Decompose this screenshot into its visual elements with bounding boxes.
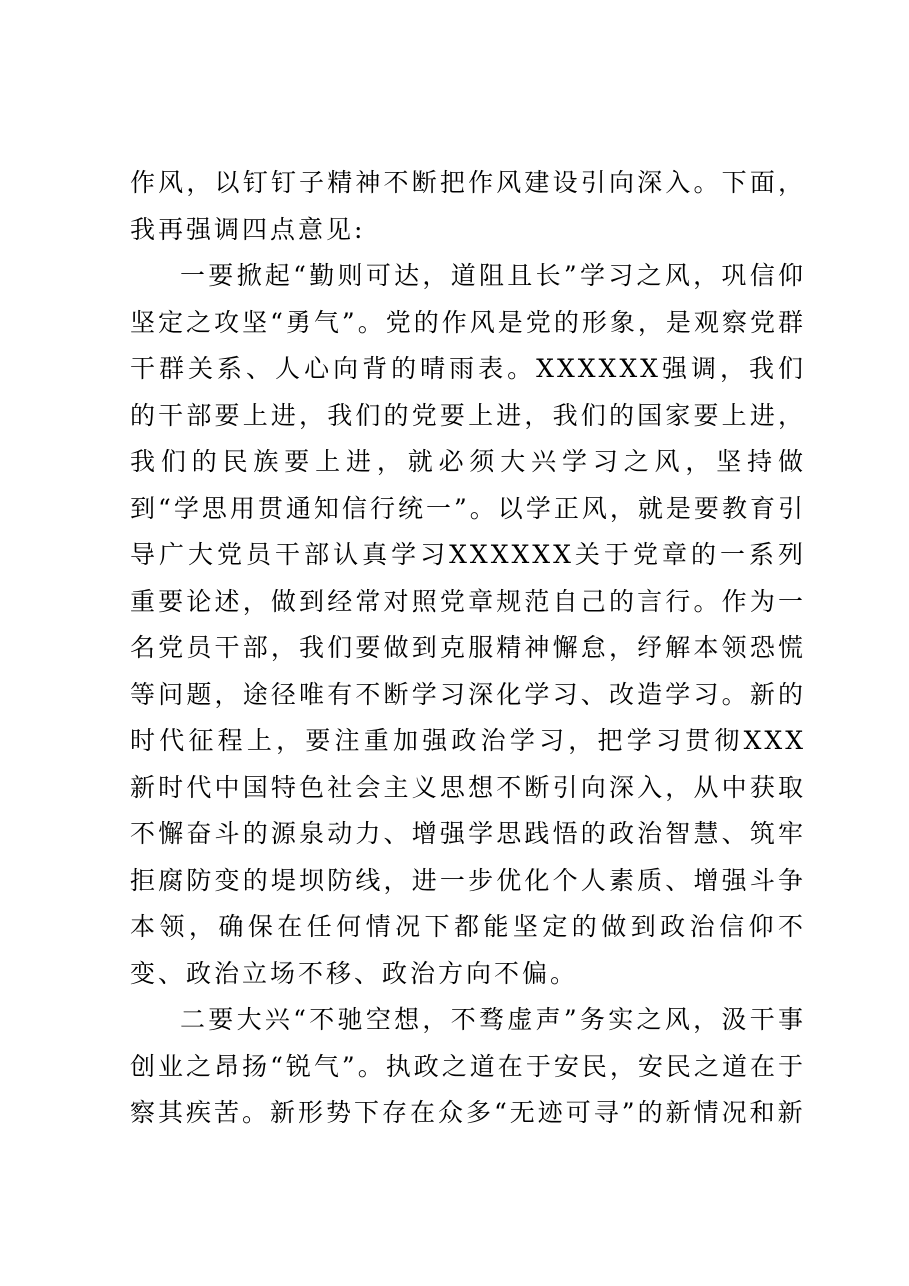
paragraph-study-style: 一要掀起“勤则可达，道阻且长”学习之风，巩信仰坚定之攻坚“勇气”。党的作风是党的形象，是观察党群干群关系、人心向背的晴雨表。XXXXXX强调，我们的干部要上进，我们的党要上进，我们的国家要上进，我们的民族要上进，就必须大兴学习之风，坚持做到“学思用贯通知信行统一”。以学正风，就是要教育引导广大党员干部认真学习XXXXXX关于党章的一系列重要论述，做到经常对照党章规范自己的言行。作为一名党员干部，我们要做到克服精神懈怠，纾解本领恐慌等问题，途径唯有不断学习深化学习、改造学习。新的时代征程上，要注重加强政治学习，把学习贯彻XXX新时代中国特色社会主义思想不断引向深入，从中获取不懈奋斗的源泉动力、增强学思践悟的政治智慧、筑牢拒腐防变的堤坝防线，进一步优化个人素质、增强斗争本领，确保在任何情况下都能坚定的做到政治信仰不变、政治立场不移、政治方向不偏。 xyxy=(130,261,806,988)
paragraph-practical-style: 二要大兴“不驰空想，不骛虚声”务实之风，汲干事创业之昂扬“锐气”。执政之道在于安民，安民之道在于察其疾苦。新形势下存在众多“无迹可寻”的新情况和新 xyxy=(130,1005,806,1127)
paragraph-continuation: 作风，以钉钉子精神不断把作风建设引向深入。下面，我再强调四点意见: xyxy=(130,168,806,244)
document-body xyxy=(130,160,806,1137)
